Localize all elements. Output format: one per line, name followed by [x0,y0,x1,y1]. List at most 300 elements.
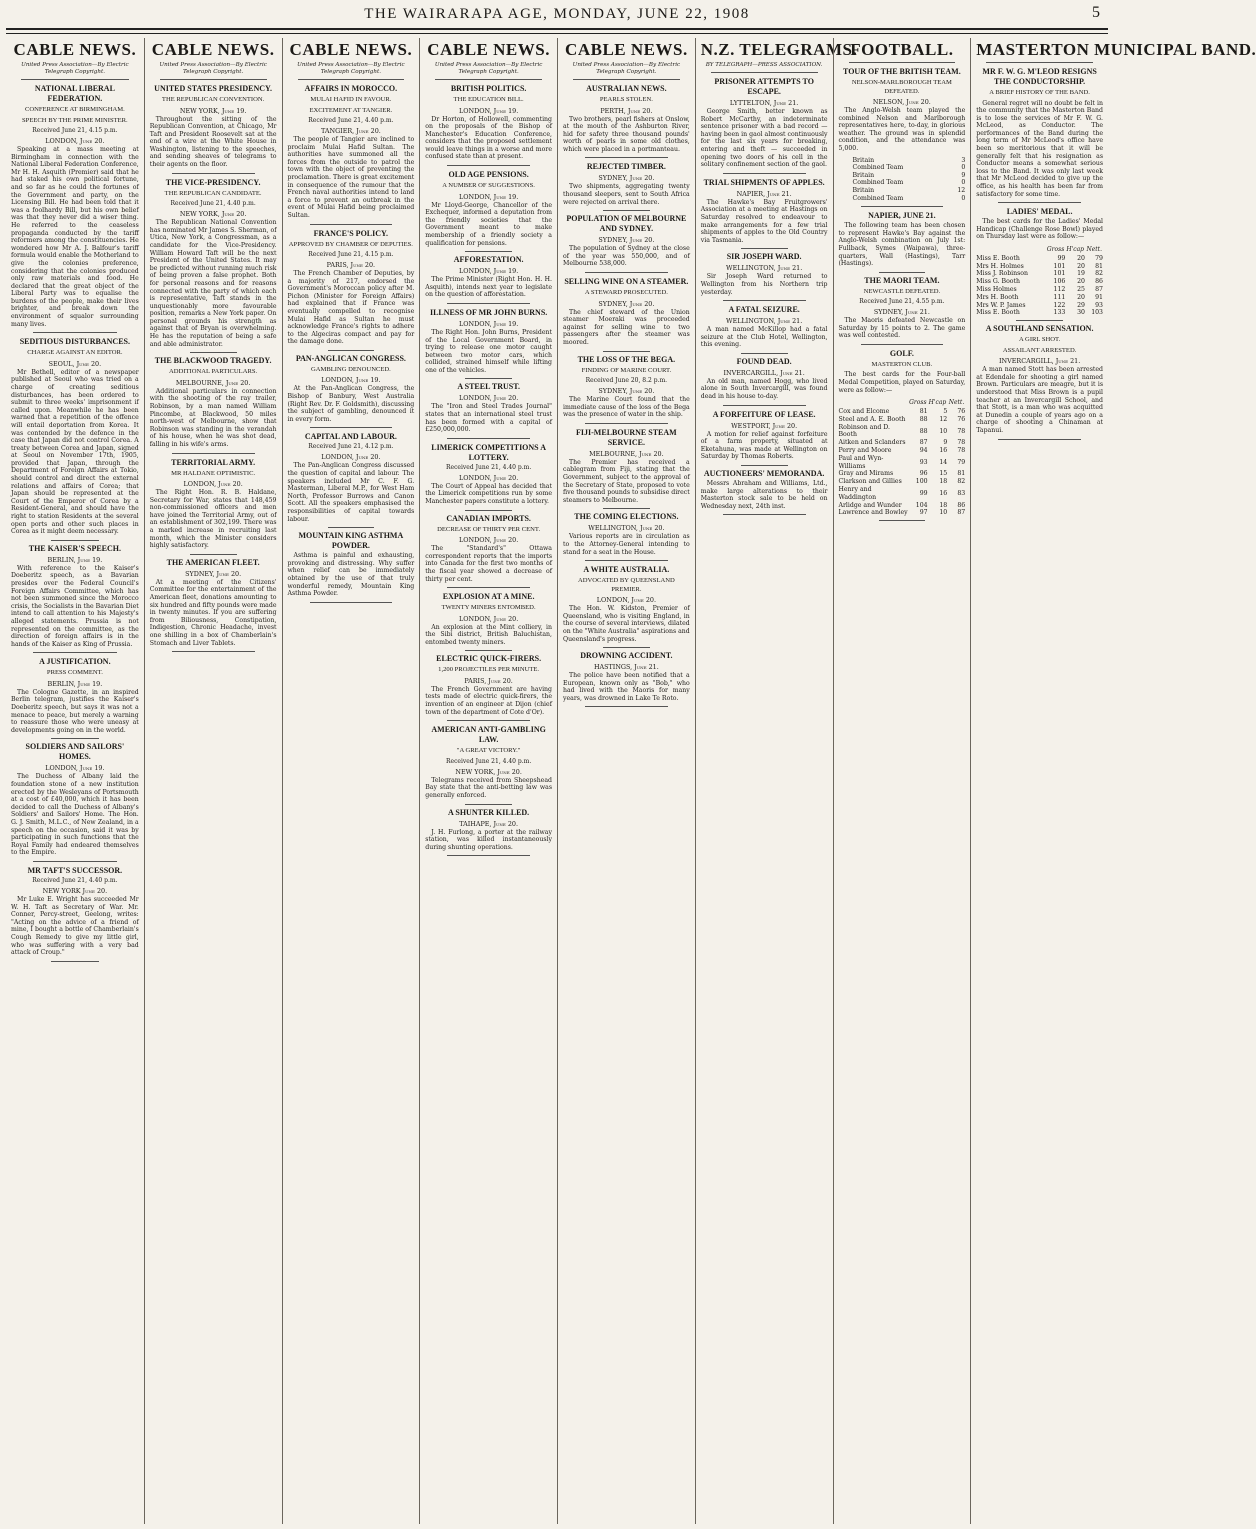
nett-score: 103 [1091,309,1103,317]
article-body: The Hon. W. Kidston, Premier of Queensland, who is visiting England, in the course of several interviews, dilated on the "White Australia" aspirations and Queensland's progress. [563,605,690,643]
article-body: Sir Joseph Ward returned to Wellington from his Northern trip yesterday. [700,273,828,296]
article [563,565,690,643]
article-body: Additional particulars in connection with the shooting of the ray trailer, Robinson, by a man named William Pincombe, at Blackwood, 50 miles north-west of Melbourne, show that Robinson was standing in the verandah of his house, when he was shot dead, falling in his wife's arms. [149,387,277,448]
article-divider [861,206,944,207]
dateline: LONDON, June 20. [321,453,381,462]
nett-score: 86 [957,501,966,509]
article-divider [328,350,375,351]
article-body: Speaking at a mass meeting at Birmingham in connection with the National Liberal Federation Conference, Mr H. H. Asquith (Premier) said that he had staked his own political fortune, and so far as he could the fortunes of the Government and party, on the Licensing Bill. He had been told that it was a foolhardy Bill, but his own belief was that they never did a wiser thing. He referred to the ceaseless propaganda conducted by the tariff reformers among the constituencies. He wondered how Mr A. J. Balfour's tariff formula would enable the Motherland to give the colonies preference, considering that the colonies produced only raw materials and food. He declared that the great object of the Liberal Party was to equalise the burdens of the people, make their lives brighter, and break down the environment of squalor surrounding many lives. [11,146,139,328]
article-body: An explosion at the Mint colliery, in the Sibi district, British Baluchistan, entombed twenty miners. [425,623,552,646]
handicap: 30 [1077,309,1085,317]
article-body: The Anglo-Welsh team played the combined Nelson and Marlborough representatives here, to-day, in glorious weather. The ground was in splendid condition, and the attendance was 5,000. [838,107,966,152]
table-header-cell: Nett. [1086,246,1102,253]
article-body: The Maoris defeated Newcastle on Saturday by 15 points to 2. The game was well contested. [838,317,966,340]
gross-score: 81 [919,408,928,416]
table-header-cell: Nett. [948,399,965,407]
table-row [976,263,1103,271]
gross-score: 97 [919,509,928,517]
dateline: WELLINGTON, June 21. [726,264,803,273]
article-headline: ELECTRIC QUICK-FIRERS. [436,654,542,664]
wire-credit: United Press Association—By Electric Telegraph Copyright. [434,62,543,75]
handicap: 20 [1077,262,1085,270]
article-headline: A JUSTIFICATION. [39,657,111,667]
table-header-row [839,398,966,408]
article [288,432,415,523]
dateline: WELLINGTON, June 20. [588,524,665,533]
dateline: LONDON, June 20. [45,137,105,145]
nett-score: 78 [957,439,966,447]
article-subhead: DECREASE OF THIRTY PER CENT. [437,525,541,533]
score-line [839,187,966,195]
nett-score: 91 [1095,293,1103,301]
article [150,558,277,647]
score-line [839,195,966,203]
ladies-score-table [976,245,1103,317]
player-name: Henry and Waddington [838,486,877,501]
article-divider [51,738,99,739]
article-divider [172,173,255,174]
nett-score: 86 [1095,278,1103,286]
article-headline: MOUNTAIN KING ASTHMA POWDER. [298,531,404,551]
dateline: INVERCARGILL, June 21. [723,368,805,377]
handicap: 19 [1077,270,1085,278]
heading-rule [573,79,680,80]
article-headline: TERRITORIAL ARMY. [171,457,256,467]
article-body: With reference to the Kaiser's Doeberitz speech, as a Bavarian presides over the Federal Council's Foreign Affairs Committee, which has not been summoned since the Morocco crisis, the Socialists in the Bavarian Diet intend to call attention to his Majesty's alleged statements. Prussia is not represented on the committee, as the direction of foreign affairs is in the hands of the Kaiser as King of Prussia. [11,564,139,648]
dateline: SYDNEY, June 20. [185,569,242,578]
handicap: 18 [939,501,948,509]
dateline: HASTINGS, June 21. [593,663,659,672]
article [150,178,277,349]
gross-score: 106 [1053,278,1066,286]
article-body: The best cards for the Four-ball Medal Competition, played on Saturday, were as follow:— [838,371,966,394]
article-divider [465,251,512,252]
article-divider [585,423,668,424]
player-name: Aitken and Sclanders [838,439,906,447]
column-heading: FOOTBALL. [850,40,954,59]
article-divider [861,344,944,345]
handicap: 20 [1077,254,1085,262]
article-body: The "Iron and Steel Trades Journal" states that an international steel trust has been formed with a capital of £250,000,000. [425,403,552,434]
column-heading: MASTERTON MUNICIPAL BAND. [976,40,1256,59]
player-name: Clarkson and Gillies [838,478,902,486]
article-subhead: A GIRL SHOT. [1019,336,1061,344]
score-line [839,157,966,165]
article-divider [33,861,117,862]
dateline: PERTH, June 20. [600,106,653,115]
article-headline: CANADIAN IMPORTS. [446,513,531,523]
received-line: Received June 20, 8.2 p.m. [585,377,668,384]
article [11,657,139,734]
article-divider [585,272,668,273]
article-headline: FRANCE'S POLICY. [313,228,389,238]
article-body: Various reports are in circulation as to the Attorney-General intending to stand for a seat in the House. [563,533,690,556]
article-divider [33,332,117,333]
article-divider [33,652,117,653]
dateline: WESTPORT, June 20. [731,421,798,430]
article-divider [447,587,530,588]
article-body: The Prime Minister (Right Hon. H. H. Asquith), intends next year to legislate on the question of afforestation. [425,276,552,299]
gross-score: 87 [919,439,928,447]
article-body: Two shipments, aggregating twenty thousand sleepers, sent to South Africa were rejected on arrival there. [563,183,690,206]
article-headline: A FATAL SEIZURE. [728,305,800,315]
article [563,512,690,556]
dateline: LONDON, June 19. [459,267,519,276]
score-line [839,179,966,187]
wire-credit: United Press Association—By Electric Telegraph Copyright. [297,62,405,75]
article-body: At the Pan-Anglican Congress, the Bishop of Banbury, West Australia (Right Rev. Dr. F. Goldsmith), discussing the subject of gambling, denounced it in every form. [287,385,415,423]
article-divider [741,248,788,249]
article [976,207,1103,241]
wire-credit: United Press Association—By Electric Telegraph Copyright. [572,62,681,75]
player-name: Lawrence and Bowley [838,509,908,517]
article-headline: NAPIER, JUNE 21. [868,211,936,221]
table-row [976,302,1103,310]
article-headline: UNITED STATES PRESIDENCY. [154,84,273,93]
article-headline: AFFAIRS IN MOROCCO. [304,84,398,93]
dateline: MELBOURNE, June 20. [175,378,251,387]
article-headline: NATIONAL LIBERAL FEDERATION. [34,84,115,103]
nett-score: 87 [957,509,966,517]
article-divider [585,706,668,707]
table-header-cell: Gross [909,399,927,407]
article [150,458,277,550]
article-divider [603,351,650,352]
table-header-row [976,245,1103,255]
gross-score: 111 [1053,293,1066,301]
article-body: A motion for relief against forfeiture of a farm property, situated at Eketahuna, was made at Wellington on Saturday by Thomas Roberts. [700,430,828,461]
player-name: Miss Holmes [976,285,1017,293]
article-divider [603,508,650,509]
table-row [839,455,966,471]
article-body: The Pan-Anglican Congress discussed the question of capital and labour. The speakers included Mr C. F. G. Masterman, Liberal M.P., for West Ham North, Professor Burrows and Canon Scott. All the speakers emphasised the responsibilities of capital towards labour. [287,462,415,523]
article [839,67,966,153]
article [563,355,690,419]
dateline: LONDON, June 19. [459,192,519,201]
article-divider [723,405,806,406]
article-headline: AMERICAN ANTI-GAMBLING LAW. [431,725,546,745]
article-headline: MR TAFT'S SUCCESSOR. [27,865,123,875]
article [11,742,139,857]
article-body: Mr Luke E. Wright has succeeded Mr W. H. Taft as Secretary of War. Mr. Conner, Percy-street, Geelong, writes: "Acting on the advice of a friend of mine, I bought a bottle of Chamberlain's Cough Remedy to give my little girl, who was suffering with a very bad attack of Croup." [11,895,139,957]
article-headline: A WHITE AUSTRALIA. [583,565,670,575]
dateline: SYDNEY, June 20. [598,299,655,308]
dateline: SEOUL, June 20. [48,359,102,368]
article-headline: LADIES' MEDAL. [1006,207,1073,217]
dateline: LONDON, June 20. [459,394,519,403]
table-header-cell: H'cap [928,399,947,407]
article [976,67,1103,198]
article-subhead: MR HALDANE OPTIMISTIC. [171,469,256,477]
handicap: 29 [1077,301,1085,309]
article-headline: REJECTED TIMBER. [586,162,666,172]
score-line [839,172,966,180]
article-body: The people of Tangier are inclined to proclaim Mulai Hafid Sultan. The authorities have summoned all the forces from the outside to patrol the town with the object of preventing the proclamation. There is great excitement in consequence of the rumour that the French naval authorities intend to land a force to prevent an outbreak in the event of Mulai Hafid being proclaimed Sultan. [287,136,415,219]
article [425,443,552,506]
table-row [839,447,966,455]
handicap: 15 [939,470,948,478]
heading-rule [849,62,956,63]
article-body: Telegrams received from Sheepshead Bay state that the anti-betting law was generally enforced. [425,776,552,799]
article [11,544,139,649]
article-subhead: A NUMBER OF SUGGESTIONS. [442,182,535,190]
player-name: Robinson and D. Booth [838,423,890,439]
article-headline: THE MAORI TEAM. [864,275,940,285]
handicap: 9 [943,439,948,447]
handicap: 12 [939,415,948,423]
article-divider [741,353,788,354]
article-subhead: EXCITEMENT AT TANGIER. [309,106,393,114]
dateline: BERLIN, June 19. [47,555,103,564]
column-heading: CABLE NEWS. [289,40,413,59]
article-body: The Court of Appeal has decided that the Limerick competitions run by some Manchester papers constitute a lottery. [425,482,552,506]
article-body: Mr Lloyd-George, Chancellor of the Exchequer, informed a deputation from the friendly societies that the Government meant to make membership of a friendly society a qualification for pensions. [425,201,552,247]
nett-score: 79 [957,458,966,466]
article-headline: GOLF. [889,348,914,358]
dateline: LONDON, June 20. [596,596,656,605]
dateline: MELBOURNE, June 20. [589,449,664,458]
team-score: 0 [961,164,966,172]
gross-score: 99 [919,489,928,497]
article-body: The Right Hon. R. B. Haldane, Secretary for War, states that 148,459 non-commissioned officers and men have joined the Territorial Army, out of an establishment of 302,199. There was a marked increase in recruiting last month, which the Minister considers highly satisfactory. [149,489,277,550]
dateline: INVERCARGILL, June 21. [998,357,1081,366]
article-subhead: A STEWARD PROSECUTED. [584,289,668,297]
column-heading: CABLE NEWS. [427,40,550,59]
article-divider [310,602,393,603]
article-body: Two brothers, pearl fishers at Onslow, at the mouth of the Ashburton River, hid for safety three thousand pounds' worth of pearls in some old clothes, which were placed in a portmanteau. [563,115,690,153]
article-subhead: NEWCASTLE DEFEATED. [863,287,941,295]
article-subhead: ASSAILANT ARRESTED. [1002,346,1077,354]
table-row [839,424,966,440]
table-row [839,408,966,416]
article [288,354,415,423]
dateline: SYDNEY, June 20. [598,236,655,245]
article-headline: PRISONER ATTEMPTS TO ESCAPE. [714,77,814,96]
column-8 [970,38,1256,1524]
nett-score: 76 [957,415,966,423]
dateline: LONDON, June 19. [459,106,519,115]
player-name: Miss G. Booth [976,278,1021,286]
table-row [976,278,1103,286]
article [425,725,552,799]
article-subhead: APPROVED BY CHAMBER OF DEPUTIES. [288,240,413,248]
heading-rule [435,79,542,80]
article-divider [172,453,255,454]
article-divider [1016,320,1063,321]
article-subhead: SPEECH BY THE PRIME MINISTER. [22,116,128,124]
article-body: At a meeting of the Citizens' Committee for the entertainment of the American fleet, donations amounting to six hundred and fifty pounds were made in twenty minutes. If you are suffering from Biliousness, Constipation, Indigestion, Chronic Headache, invest one shilling in a box of Chamberlain's Stomach and Liver Tablets. [149,578,277,647]
article-divider [328,527,375,528]
article-divider [447,165,530,166]
table-row [839,509,966,517]
column-7 [833,38,971,1524]
page-number: 5 [1092,4,1100,21]
column-1 [6,38,144,1524]
table-row [976,270,1103,278]
article-divider [585,157,668,158]
heading-rule [160,79,267,80]
received-line: Received June 21, 4.40 p.m. [308,117,394,124]
handicap: 14 [939,458,948,466]
article-subhead: THE EDUCATION BILL. [453,96,524,103]
dateline: NEW YORK, June 19. [179,106,247,115]
dateline: TAIHAPE, June 20. [459,819,519,828]
player-name: Paul and Wyn-Williams [838,454,884,470]
article-divider [172,651,255,652]
dateline: NEW YORK, June 20. [455,767,522,776]
dateline: SYDNEY, June 21. [873,308,930,317]
article-divider [190,352,237,353]
article-body: An old man, named Hogg, who lived alone in South Invercargill, was found dead in his house to-day. [700,377,828,401]
dateline: PARIS, June 20. [464,676,513,685]
nett-score: 79 [1095,254,1103,262]
article [288,84,415,220]
column-2 [144,38,282,1524]
dateline: NEW YORK, June 20. [179,210,247,219]
gross-score: 93 [919,458,928,466]
dateline: SYDNEY, June 20. [598,387,655,395]
wire-credit: BY TELEGRAPH—PRESS ASSOCIATION. [705,62,823,68]
article-divider [879,520,926,521]
article-headline: PAN-ANGLICAN CONGRESS. [295,353,406,363]
article-divider [447,303,530,304]
article-headline: OLD AGE PENSIONS. [448,170,529,180]
newspaper-title: THE WAIRARAPA AGE, MONDAY, JUNE 22, 1908 [364,6,750,22]
article-divider [723,514,806,515]
article-divider [603,210,650,211]
heading-rule [298,79,405,80]
player-name: Mrs W. P. James [976,301,1026,309]
article [11,84,139,328]
dateline: NAPIER, June 21. [736,189,792,198]
column-heading: N.Z. TELEGRAMS. [700,40,858,59]
article [701,357,828,401]
article-headline: DROWNING ACCIDENT. [580,651,673,661]
heading-rule [21,79,129,80]
article-headline: A SOUTHLAND SENSATION. [985,324,1094,334]
article-subhead: MASTERTON CLUB. [871,360,933,368]
article-headline: A STEEL TRUST. [457,382,520,392]
article-divider [741,465,788,466]
article [563,214,690,268]
article-divider [310,427,393,428]
gross-score: 88 [919,415,928,423]
article [425,382,552,433]
gross-score: 112 [1053,285,1066,293]
score-line [839,164,966,172]
handicap: 16 [939,489,948,497]
article-body: The Cologne Gazette, in an inspired Berlin telegram, justifies the Kaiser's Doeberitz speech, but says it was not a menace to peace, but merely a warning to reassure those who were uneasy at developments going on in the world. [11,688,139,734]
article-divider [310,224,393,225]
article-body: The French Government are having tests made of electric quick-firers, the invention of an engineer at Dijon (chief town of the department of Cote d'Or). [425,685,552,716]
article [839,276,966,340]
article-subhead: TWENTY MINERS ENTOMBED. [441,604,536,612]
article-body: The Republican National Convention has nominated Mr James S. Sherman, of Utica, New York, a Congressman, as a candidate for the Vice-Presidency. William Howard Taft will be the next President of the United States. It may be predicted without running much risk of being proven a false prophet. Both for personal reasons and for reasons connected with the party of which each is representative, Taft stands in the unquestionably more favourable position, remarks a New York paper. On personal grounds his strength as against that of Bryan is overwhelming. He has the reputation of being a safe and able administrator. [149,219,277,348]
player-name: Gray and Mirams [838,470,894,478]
article-subhead: THE REPUBLICAN CONVENTION. [161,96,265,103]
article-body: Dr Horton, of Hollowell, commenting on the proposals of the Bishop of Manchester's Education Conference, considers that the proposed settlement would leave things in a worse and more confused state than at present. [425,115,552,161]
article [288,229,415,346]
wire-credit: United Press Association—By Electric Telegraph Copyright. [159,62,267,75]
dateline: PARIS, June 20. [326,261,376,270]
article [701,252,828,296]
article-headline: SELLING WINE ON A STEAMER. [564,277,689,287]
article [425,592,552,646]
gross-score: 99 [1057,254,1066,262]
handicap: 16 [939,447,948,455]
gross-score: 101 [1053,270,1066,278]
dateline: SYDNEY, June 20. [598,174,655,183]
dateline: LONDON, June 19. [321,376,381,385]
team-score: 9 [961,171,966,179]
article [563,651,690,702]
article [563,84,690,153]
received-line: Received June 21, 4.40 p.m. [446,757,532,765]
article-body: The Right Hon. John Burns, President of the Local Government Board, in trying to release one motor caught between two motor cars, which collided, strained himself while lifting one of the vehicles. [425,328,552,374]
article [288,531,415,598]
article [563,277,690,346]
article-headline: THE VICE-PRESIDENCY. [165,177,261,187]
article-headline: ILLNESS OF MR JOHN BURNS. [429,307,548,317]
nett-score: 78 [957,427,966,435]
received-line: Received June 21, 4.40 p.m. [32,876,118,884]
team-name: Combined Team [852,194,904,202]
newspaper-columns [6,38,1256,1524]
article [11,337,139,536]
handicap: 20 [1077,278,1085,286]
article-headline: A FORFEITURE OF LEASE. [712,409,816,419]
masthead [0,0,1114,34]
article [976,324,1103,434]
article [425,170,552,247]
dateline: LYTTELTON, June 21. [729,99,799,107]
article [701,469,828,510]
article-headline: AFFORESTATION. [453,255,524,265]
article-body: J. H. Furlong, a porter at the railway station, was killed instantaneously during shunting operations. [425,828,552,851]
article-headline: AUSTRALIAN NEWS. [586,84,667,93]
article-divider [998,202,1081,203]
nett-score: 82 [1095,270,1103,278]
nett-score: 81 [1095,262,1103,270]
table-row [839,416,966,424]
article [425,308,552,375]
article [425,654,552,716]
article [425,84,552,161]
gross-score: 100 [915,478,928,486]
article [563,428,690,505]
dateline: LONDON, June 20. [459,473,519,482]
article-divider [879,272,926,273]
player-name: Mrs H. Holmes [976,262,1024,270]
article-subhead: 1,200 PROJECTILES PER MINUTE. [438,666,540,674]
column-heading: CABLE NEWS. [151,40,275,59]
article [425,255,552,299]
gross-score: 104 [915,501,928,509]
dateline: LONDON, June 20. [183,480,243,488]
player-name: Miss E. Booth [976,254,1020,262]
article-divider [190,554,237,555]
nett-score: 93 [1095,301,1103,309]
article-headline: CAPITAL AND LABOUR. [304,432,397,442]
column-3 [282,38,420,1524]
column-heading: CABLE NEWS. [13,40,137,59]
masthead-rule [6,28,1108,34]
article-headline: SEDITIOUS DISTURBANCES. [19,337,130,347]
article-subhead: NELSON-MARLBOROUGH TEAM DEFEATED. [851,79,952,95]
nett-score: 78 [957,447,966,455]
table-row [839,502,966,510]
dateline: WELLINGTON, June 21. [726,317,803,326]
